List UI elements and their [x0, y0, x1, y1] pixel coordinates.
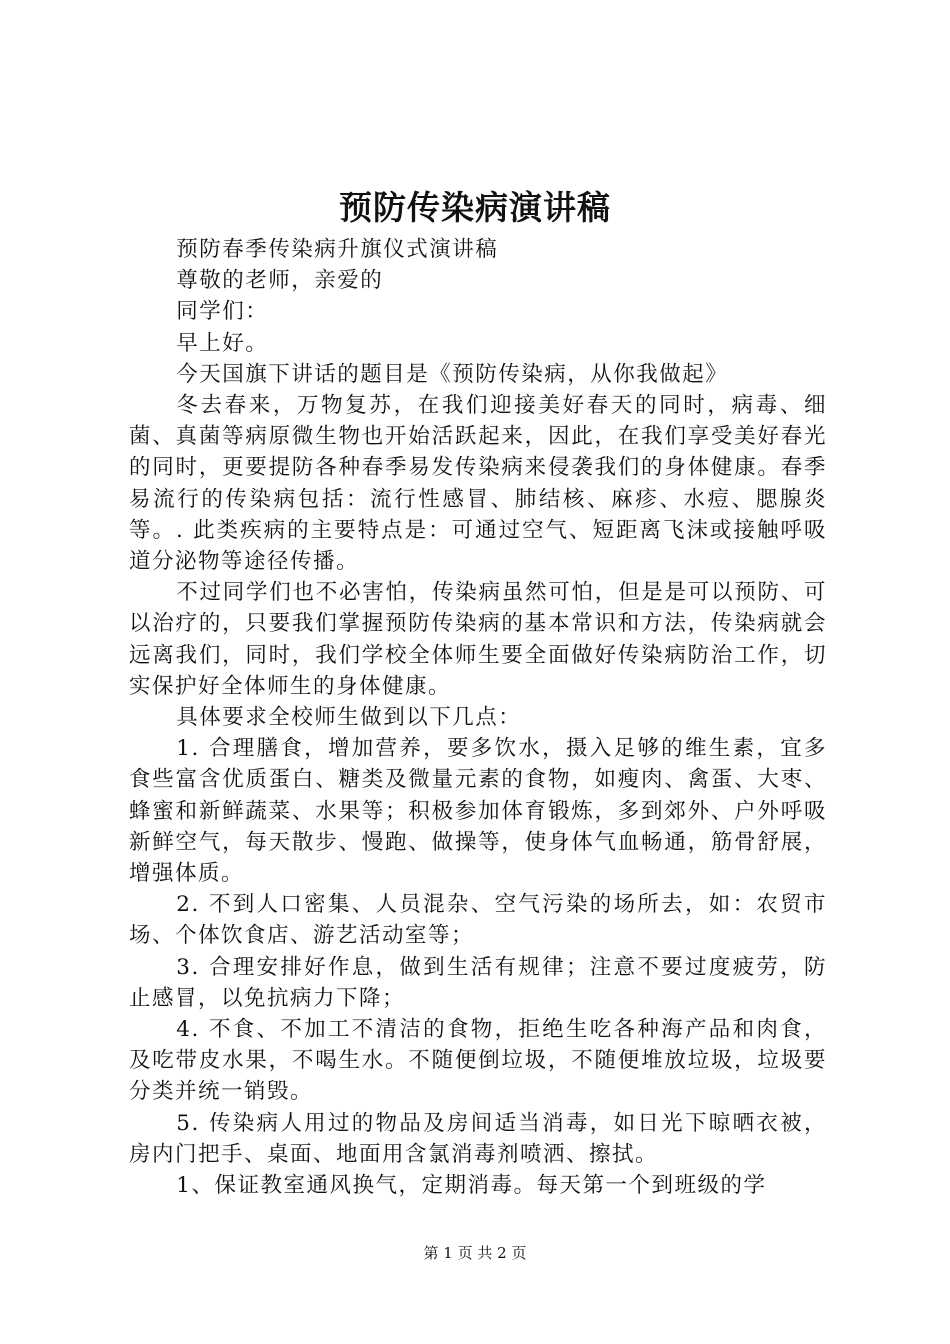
paragraph: 5. 传染病人用过的物品及房间适当消毒，如日光下晾晒衣被，房内门把手、桌面、地面用含氯消毒剂喷洒、擦拭。 — [129, 1110, 827, 1167]
paragraph: 3. 合理安排好作息，做到生活有规律；注意不要过度疲劳，防止感冒，以免抗病力下降； — [129, 954, 827, 1011]
page-footer: 第 1 页 共 2 页 — [423, 1244, 527, 1262]
paragraph: 早上好。 — [176, 330, 269, 356]
document-title: 预防传染病演讲稿 — [339, 188, 611, 227]
paragraph: 预防春季传染病升旗仪式演讲稿 — [176, 237, 499, 262]
paragraph: 今天国旗下讲话的题目是《预防传染病，从你我做起》 — [176, 361, 729, 387]
paragraph: 同学们： — [176, 299, 269, 325]
paragraph: 尊敬的老师，亲爱的 — [176, 268, 384, 294]
document-body — [129, 234, 827, 1201]
paragraph: 1. 合理膳食，增加营养，要多饮水，摄入足够的维生素，宜多食些富含优质蛋白、糖类及微量元素的食物，如瘦肉、禽蛋、大枣、蜂蜜和新鲜蔬菜、水果等；积极参加体育锻炼，多到郊外、户外呼吸新鲜空气，每天散步、慢跑、做操等，使身体气血畅通，筋骨舒展，增强体质。 — [129, 736, 827, 887]
paragraph: 具体要求全校师生做到以下几点： — [176, 705, 522, 731]
paragraph: 1、保证教室通风换气，定期消毒。每天第一个到班级的学 — [176, 1173, 767, 1199]
paragraph: 4. 不食、不加工不清洁的食物，拒绝生吃各种海产品和肉食，及吃带皮水果，不喝生水。不随便倒垃圾，不随便堆放垃圾，垃圾要分类并统一销毁。 — [129, 1017, 827, 1105]
paragraph: 不过同学们也不必害怕，传染病虽然可怕，但是是可以预防、可以治疗的，只要我们掌握预防传染病的基本常识和方法，传染病就会远离我们，同时，我们学校全体师生要全面做好传染病防治工作，切实保护好全体师生的身体健康。 — [129, 580, 827, 699]
paragraph: 冬去春来，万物复苏，在我们迎接美好春天的同时，病毒、细菌、真菌等病原微生物也开始活跃起来，因此，在我们享受美好春光的同时，更要提防各种春季易发传染病来侵袭我们的身体健康。春季易流行的传染病包括：流行性感冒、肺结核、麻疹、水痘、腮腺炎等。. 此类疾病的主要特点是：可通过空气、短距离飞沫或接触呼吸道分泌物等途径传播。 — [129, 393, 827, 575]
paragraph: 2. 不到人口密集、人员混杂、空气污染的场所去，如：农贸市场、个体饮食店、游艺活动室等； — [129, 892, 827, 949]
